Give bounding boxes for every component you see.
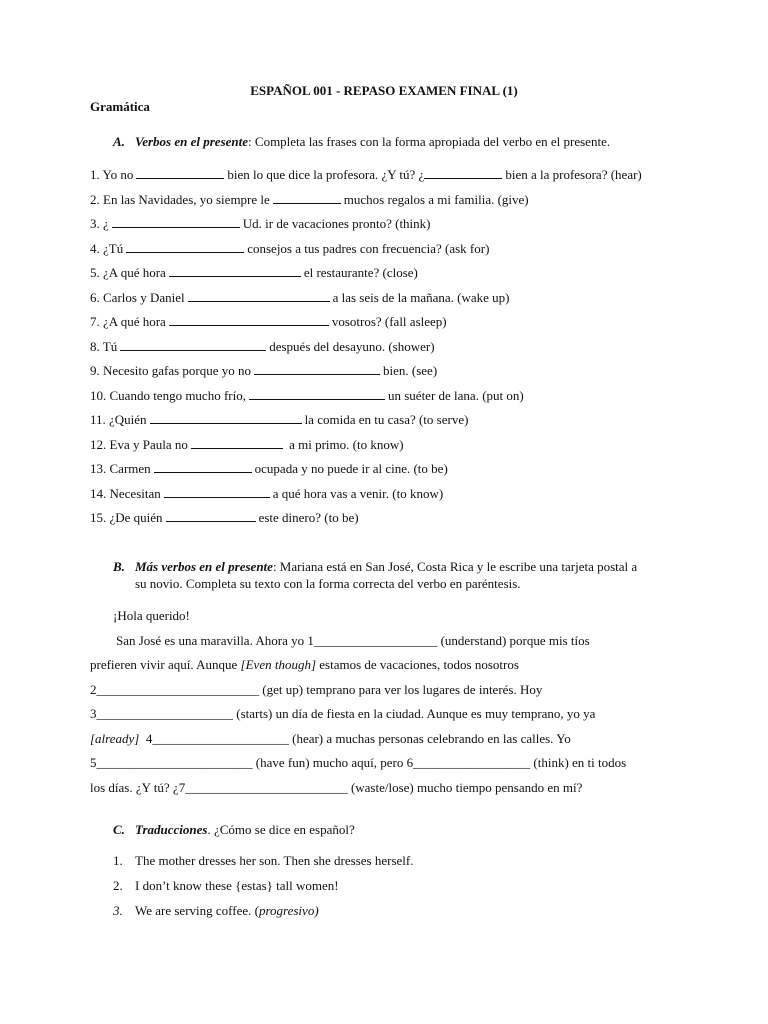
letter-line-1: San José es una maravilla. Ahora yo 1___________________ (understand) porque mis tíos <box>90 632 590 648</box>
section-a-label: Verbos en el presente <box>135 134 249 149</box>
question-item <box>90 460 448 477</box>
question-item <box>90 436 404 453</box>
question-hint: un suéter de lana. (put on) <box>387 387 524 403</box>
question-item <box>90 485 443 502</box>
section-a-letter: A. <box>113 134 125 149</box>
question-item <box>90 387 524 404</box>
letter-line-2 <box>90 653 519 678</box>
question-hint: consejos a tus padres con frecuencia? (ask for) <box>247 240 490 256</box>
section-c-instruction <box>113 821 673 838</box>
translation-text-italic: progresivo) <box>258 903 319 918</box>
question-hint: a qué hora vas a venir. (to know) <box>272 485 444 501</box>
letter-line-2-italic: [Even though] <box>240 657 317 672</box>
question-prompt: 12. Eva y Paula no <box>90 436 188 452</box>
question-item <box>90 289 509 306</box>
answer-blank[interactable] <box>424 166 502 179</box>
question-item <box>90 313 447 330</box>
answer-blank[interactable] <box>254 362 380 375</box>
question-hint: después del desayuno. (shower) <box>269 338 435 354</box>
question-item <box>90 166 642 183</box>
answer-blank[interactable] <box>120 338 266 351</box>
letter-line-2-end: estamos de vacaciones, todos nosotros <box>316 657 519 672</box>
question-item <box>90 362 437 379</box>
translation-text: The mother dresses her son. Then she dresses herself. <box>135 853 414 868</box>
question-hint: muchos regalos a mi familia. (give) <box>343 191 529 207</box>
letter-line-7: los días. ¿Y tú? ¿7_________________________ (waste/lose) mucho tiempo pensando en mí? <box>90 779 583 795</box>
question-item <box>90 509 359 526</box>
question-item <box>90 338 435 355</box>
translation-number: 3. <box>113 903 123 918</box>
question-item <box>90 191 529 208</box>
question-prompt: 15. ¿De quién <box>90 510 163 525</box>
question-item <box>90 411 468 428</box>
section-c-letter: C. <box>113 822 125 837</box>
letter-greeting: ¡Hola querido! <box>113 608 190 623</box>
question-hint: a las seis de la mañana. (wake up) <box>332 289 510 305</box>
translation-text: We are serving coffee. ( <box>135 903 259 918</box>
section-a-instruction <box>113 133 673 150</box>
question-prompt: 4. ¿Tú <box>90 240 124 256</box>
letter-line-5-end: 4_____________________ (hear) a muchas personas celebrando en las calles. Yo <box>139 730 571 746</box>
answer-blank[interactable] <box>136 166 224 179</box>
question-hint: este dinero? (to be) <box>258 510 359 525</box>
answer-blank[interactable] <box>169 313 329 326</box>
question-hint: a mi primo. (to know) <box>285 436 404 452</box>
letter-line-4: 3_____________________ (starts) un día de fiesta en la ciudad. Aunque es muy temprano, yo ya <box>90 706 596 721</box>
letter-line-5 <box>90 727 571 752</box>
section-b-text-1: : Mariana está en San José, Costa Rica y le escribe una tarjeta postal a <box>272 559 638 574</box>
question-hint: bien a la profesora? (hear) <box>505 167 642 182</box>
question-hint: Ud. ir de vacaciones pronto? (think) <box>242 216 431 231</box>
question-prompt: 6. Carlos y Daniel <box>90 289 185 305</box>
question-prompt: 1. Yo no <box>90 167 134 182</box>
section-b-label: Más verbos en el presente <box>135 559 273 574</box>
question-hint: ocupada y no puede ir al cine. (to be) <box>254 461 448 476</box>
answer-blank[interactable] <box>249 387 385 400</box>
question-item <box>90 264 418 281</box>
question-item <box>90 215 431 232</box>
question-hint: el restaurante? (close) <box>303 265 418 280</box>
translation-item-3 <box>113 902 319 919</box>
letter-line-3: 2_________________________ (get up) temprano para ver los lugares de interés. Hoy <box>90 681 543 697</box>
letter-line-5-italic: [already] <box>90 730 140 746</box>
question-prompt: 5. ¿A qué hora <box>90 265 166 280</box>
question-prompt: 13. Carmen <box>90 461 151 476</box>
answer-blank[interactable] <box>166 509 256 522</box>
answer-blank[interactable] <box>154 460 252 473</box>
question-hint: bien. (see) <box>383 363 438 378</box>
question-prompt: 8. Tú <box>90 338 118 354</box>
question-prompt: 3. ¿ <box>90 216 109 231</box>
answer-blank[interactable] <box>112 215 240 228</box>
answer-blank[interactable] <box>191 436 283 449</box>
question-prompt: 9. Necesito gafas porque yo no <box>90 363 252 378</box>
question-prompt: 2. En las Navidades, yo siempre le <box>90 191 270 207</box>
section-a-text: : Completa las frases con la forma apropiada del verbo en el presente. <box>248 134 611 149</box>
section-c-label: Traducciones <box>135 822 208 837</box>
question-prompt: 11. ¿Quién <box>90 412 147 427</box>
letter-line-2-start: prefieren vivir aquí. Aunque <box>90 657 241 672</box>
translation-item-1 <box>113 852 413 869</box>
section-b-letter: B. <box>113 559 125 574</box>
translation-item-2 <box>113 877 339 894</box>
section-c-text: . ¿Cómo se dice en español? <box>207 822 355 837</box>
answer-blank[interactable] <box>164 485 270 498</box>
translation-number: 2. <box>113 878 123 893</box>
letter-line-6: 5________________________ (have fun) mucho aquí, pero 6__________________ (think) en ti todos <box>90 755 627 770</box>
question-prompt: 14. Necesitan <box>90 485 161 501</box>
answer-blank[interactable] <box>126 240 244 253</box>
answer-blank[interactable] <box>150 411 302 424</box>
document-title: ESPAÑOL 001 - REPASO EXAMEN FINAL (1) <box>250 83 518 98</box>
answer-blank[interactable] <box>273 191 341 204</box>
question-middle: bien lo que dice la profesora. ¿Y tú? ¿ <box>227 167 425 182</box>
question-prompt: 10. Cuando tengo mucho frío, <box>90 387 246 403</box>
answer-blank[interactable] <box>169 264 301 277</box>
translation-text: I don’t know these {estas} tall women! <box>135 878 339 893</box>
question-hint: vosotros? (fall asleep) <box>331 314 447 329</box>
question-prompt: 7. ¿A qué hora <box>90 314 166 329</box>
question-item <box>90 240 489 257</box>
question-hint: la comida en tu casa? (to serve) <box>304 412 469 427</box>
section-b-instruction <box>113 558 673 592</box>
section-b-text-2: su novio. Completa su texto con la forma correcta del verbo en paréntesis. <box>135 576 521 591</box>
section-heading-grammar: Gramática <box>90 99 150 114</box>
answer-blank[interactable] <box>188 289 330 302</box>
translation-number: 1. <box>113 853 123 868</box>
